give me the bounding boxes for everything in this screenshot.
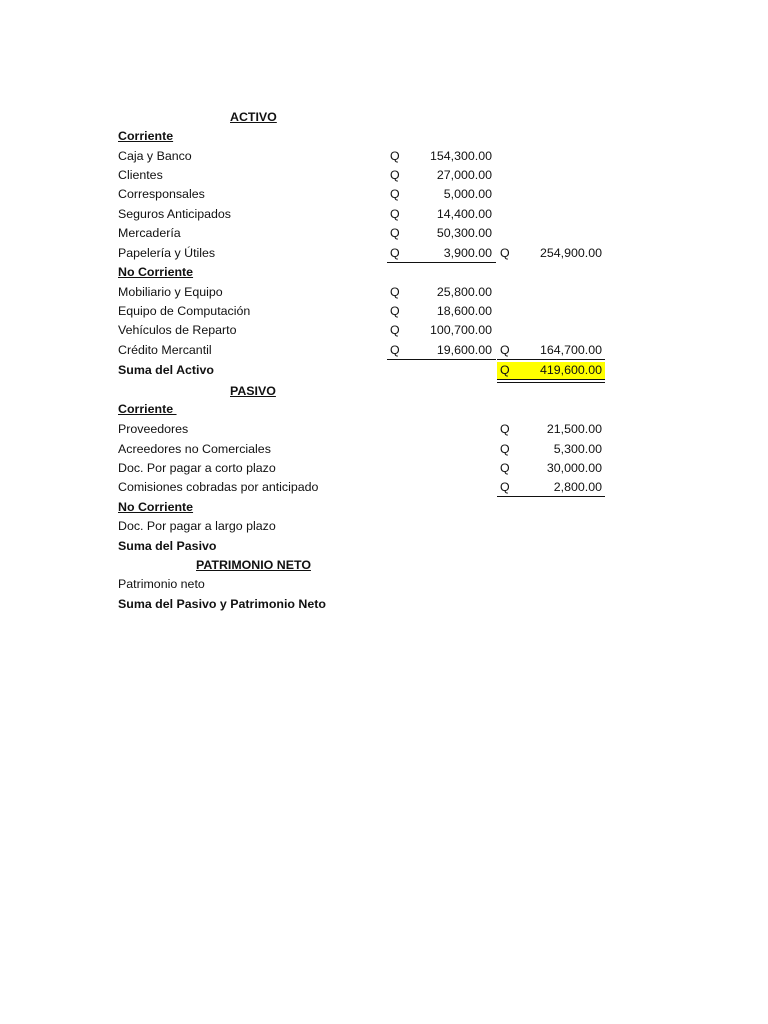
patrimonio-title: PATRIMONIO NETO xyxy=(196,558,311,572)
table-row xyxy=(0,147,768,166)
currency-symbol: Q xyxy=(500,461,510,475)
table-row xyxy=(0,440,768,459)
row-label: Equipo de Computación xyxy=(118,304,251,318)
activo-section-title-row xyxy=(0,108,768,127)
row-amount: 154,300.00 xyxy=(429,149,492,163)
row-label: Crédito Mercantil xyxy=(118,343,212,357)
row-label: Seguros Anticipados xyxy=(118,207,231,221)
row-amount: 14,400.00 xyxy=(436,207,492,221)
table-row xyxy=(0,205,768,224)
pasivo-patrimonio-total-label: Suma del Pasivo y Patrimonio Neto xyxy=(118,597,326,611)
table-row xyxy=(0,166,768,185)
currency-symbol: Q xyxy=(390,149,400,163)
subtotal-currency-symbol: Q xyxy=(500,343,510,357)
pasivo-corriente-heading: Corriente xyxy=(118,402,177,416)
currency-symbol: Q xyxy=(500,442,510,456)
table-row xyxy=(0,575,768,594)
pasivo-title: PASIVO xyxy=(230,384,276,398)
activo-no-corriente-heading-row xyxy=(0,263,768,282)
activo-corriente-heading-row xyxy=(0,127,768,146)
table-row xyxy=(0,321,768,340)
table-row xyxy=(0,224,768,243)
currency-symbol: Q xyxy=(390,285,400,299)
subtotal-amount: 254,900.00 xyxy=(539,246,602,260)
subtotal-amount: 164,700.00 xyxy=(539,343,602,357)
row-label: Vehículos de Reparto xyxy=(118,323,237,337)
row-label: Acreedores no Comerciales xyxy=(118,442,271,456)
pasivo-patrimonio-total-row xyxy=(0,595,768,614)
table-row xyxy=(0,283,768,302)
activo-total-amount: 419,600.00 xyxy=(539,363,602,377)
row-label: Comisiones cobradas por anticipado xyxy=(118,480,319,494)
patrimonio-section-title-row xyxy=(0,556,768,575)
row-label: Mobiliario y Equipo xyxy=(118,285,223,299)
pasivo-corriente-heading-row xyxy=(0,400,768,419)
row-amount: 50,300.00 xyxy=(436,226,492,240)
row-amount: 5,300.00 xyxy=(553,442,602,456)
row-label: Doc. Por pagar a corto plazo xyxy=(118,461,276,475)
row-amount: 19,600.00 xyxy=(436,343,492,357)
pasivo-no-corriente-heading-row xyxy=(0,498,768,517)
activo-title: ACTIVO xyxy=(230,110,277,124)
table-row xyxy=(0,302,768,321)
pasivo-total-label: Suma del Pasivo xyxy=(118,539,217,553)
row-amount: 27,000.00 xyxy=(436,168,492,182)
table-row xyxy=(0,517,768,536)
row-label: Proveedores xyxy=(118,422,189,436)
table-row xyxy=(0,420,768,439)
row-amount: 30,000.00 xyxy=(546,461,602,475)
currency-symbol: Q xyxy=(390,323,400,337)
row-label: Corresponsales xyxy=(118,187,205,201)
row-amount: 5,000.00 xyxy=(443,187,492,201)
currency-symbol: Q xyxy=(390,343,400,357)
row-label: Patrimonio neto xyxy=(118,577,205,591)
currency-symbol: Q xyxy=(390,246,400,260)
row-label: Clientes xyxy=(118,168,163,182)
activo-total-label: Suma del Activo xyxy=(118,363,214,377)
row-label: Papelería y Útiles xyxy=(118,246,216,260)
table-row xyxy=(0,244,768,263)
row-amount: 25,800.00 xyxy=(436,285,492,299)
currency-symbol: Q xyxy=(390,187,400,201)
row-amount: 3,900.00 xyxy=(443,246,492,260)
pasivo-section-title-row xyxy=(0,382,768,401)
row-amount: 2,800.00 xyxy=(553,480,602,494)
currency-symbol: Q xyxy=(500,422,510,436)
currency-symbol: Q xyxy=(500,480,510,494)
total-currency-symbol: Q xyxy=(500,363,510,377)
pasivo-total-row xyxy=(0,537,768,556)
row-label: Caja y Banco xyxy=(118,149,192,163)
currency-symbol: Q xyxy=(390,226,400,240)
table-row xyxy=(0,185,768,204)
currency-symbol: Q xyxy=(390,168,400,182)
activo-corriente-heading: Corriente xyxy=(118,129,174,143)
table-row xyxy=(0,459,768,478)
currency-symbol: Q xyxy=(390,304,400,318)
pasivo-no-corriente-heading: No Corriente xyxy=(118,500,194,514)
row-amount: 21,500.00 xyxy=(546,422,602,436)
subtotal-underline xyxy=(387,359,496,360)
currency-symbol: Q xyxy=(390,207,400,221)
table-row xyxy=(0,341,768,360)
activo-total-row xyxy=(0,361,768,380)
subtotal-currency-symbol: Q xyxy=(500,246,510,260)
activo-no-corriente-heading: No Corriente xyxy=(118,265,194,279)
row-label: Doc. Por pagar a largo plazo xyxy=(118,519,276,533)
table-row xyxy=(0,478,768,497)
row-amount: 100,700.00 xyxy=(429,323,492,337)
row-label: Mercadería xyxy=(118,226,181,240)
subtotal-underline xyxy=(497,496,605,497)
row-amount: 18,600.00 xyxy=(436,304,492,318)
subtotal-underline xyxy=(497,359,605,360)
